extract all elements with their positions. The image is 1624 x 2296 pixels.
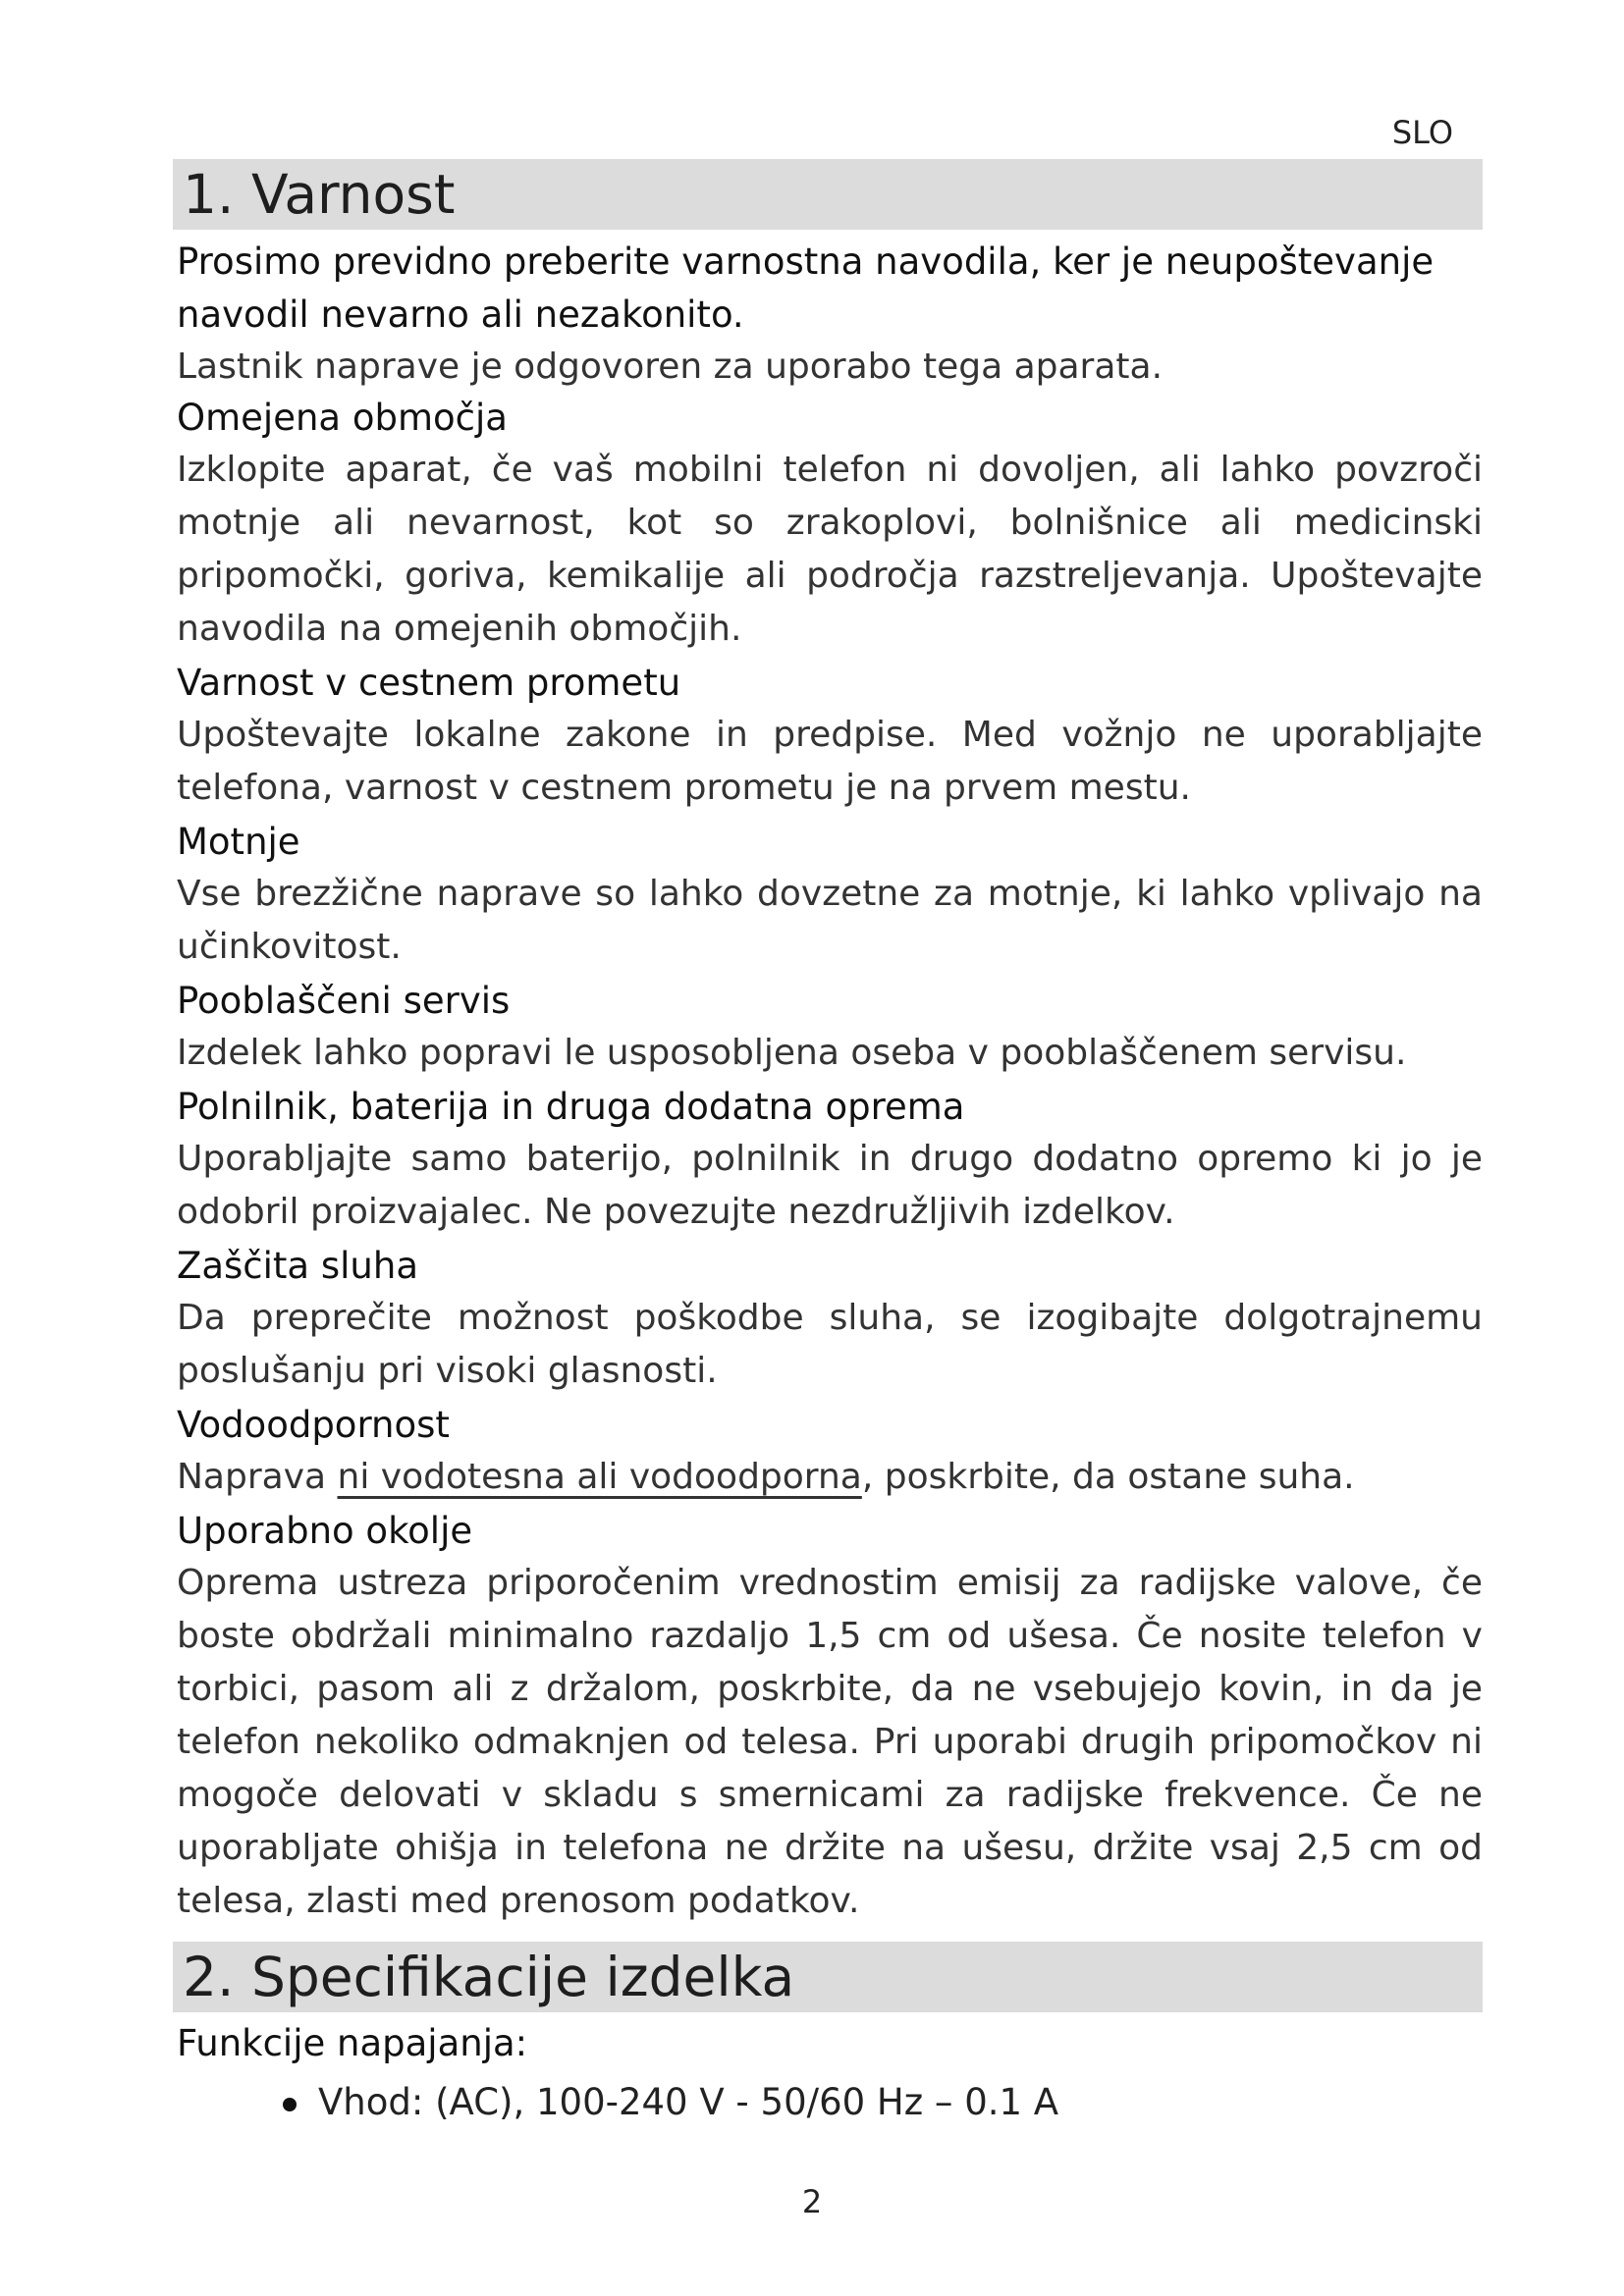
water-text-underlined: ni vodotesna ali vodoodporna [337, 1457, 862, 1497]
section-title-safety: 1. Varnost [173, 159, 1483, 230]
safety-item-operating-environment [177, 1506, 1483, 1928]
bullet-icon [283, 2098, 297, 2111]
water-text-start: Naprava [177, 1457, 338, 1497]
safety-item-interference [177, 817, 1483, 974]
list-item [283, 2075, 1483, 2130]
safety-item-charger-battery [177, 1082, 1483, 1239]
safety-item-heading: Zaščita sluha [177, 1245, 418, 1287]
safety-item-hearing-protection [177, 1241, 1483, 1398]
safety-item-text: Uporabljajte samo baterijo, polnilnik in drugo dodatno opremo ki jo je odobril proizvajalec. Ne povezujte nezdružljivih izdelkov. [177, 1139, 1483, 1232]
section-title-specifications: 2. Specifikacije izdelka [173, 1942, 1483, 2012]
safety-item-text: Oprema ustreza priporočenim vrednostim emisij za radijske valove, če boste obdržali minimalno razdaljo 1,5 cm od ušesa. Če nosite telefon v torbici, pasom ali z držalom, poskrbite, da ne vsebujejo kovin, in da je telefon nekoliko odmaknjen od telesa. Pri uporabi drugih pripomočkov ni mogoče delovati v skladu s smernicami za radijske frekvence. Če ne uporabljate ohišja in telefona ne držite na ušesu, držite vsaj 2,5 cm od telesa, zlasti med prenosom podatkov. [177, 1563, 1483, 1921]
water-text-end: , poskrbite, da ostane suha. [861, 1457, 1355, 1497]
safety-item-heading: Vodoodpornost [177, 1404, 450, 1446]
safety-item-heading: Varnost v cestnem prometu [177, 662, 681, 704]
safety-item-text [177, 1451, 1483, 1504]
safety-item-water-resistance [177, 1400, 1483, 1504]
document-body [177, 159, 1483, 2130]
page-number: 2 [801, 2183, 823, 2220]
safety-item-heading: Omejena območja [177, 397, 508, 439]
spec-list [177, 2075, 1483, 2130]
safety-item-text: Vse brezžične naprave so lahko dovzetne za motnje, ki lahko vplivajo na učinkovitost. [177, 874, 1483, 967]
safety-item-heading: Motnje [177, 821, 300, 863]
safety-item-heading: Pooblaščeni servis [177, 980, 511, 1022]
safety-item-restricted-areas [177, 393, 1483, 656]
safety-item-text: Da preprečite možnost poškodbe sluha, se izogibajte dolgotrajnemu poslušanju pri visoki glasnosti. [177, 1298, 1483, 1391]
language-code: SLO [1391, 114, 1453, 151]
safety-item-authorized-service [177, 976, 1483, 1080]
safety-item-text: Izklopite aparat, če vaš mobilni telefon ni dovoljen, ali lahko povzroči motnje ali nevarnost, kot so zrakoplovi, bolnišnice ali medicinski pripomočki, goriva, kemikalije ali področja razstreljevanja. Upoštevajte navodila na omejenih območjih. [177, 450, 1483, 649]
spec-text: Vhod: (AC), 100-240 V - 50/60 Hz – 0.1 A [318, 2081, 1059, 2123]
power-functions-heading: Funkcije napajanja: [177, 2022, 528, 2064]
intro-text-line2: navodil nevarno ali nezakonito. [177, 294, 744, 336]
safety-item-road-safety [177, 658, 1483, 815]
safety-item-text: Izdelek lahko popravi le usposobljena oseba v pooblaščenem servisu. [177, 1033, 1407, 1073]
safety-item-text: Upoštevajte lokalne zakone in predpise. Med vožnjo ne uporabljajte telefona, varnost v cestnem prometu je na prvem mestu. [177, 715, 1483, 808]
owner-notice: Lastnik naprave je odgovoren za uporabo tega aparata. [177, 347, 1164, 387]
intro-text-line1: Prosimo previdno preberite varnostna navodila, ker je neupoštevanje [177, 240, 1435, 283]
safety-item-heading: Polnilnik, baterija in druga dodatna oprema [177, 1086, 965, 1128]
safety-item-heading: Uporabno okolje [177, 1510, 473, 1552]
